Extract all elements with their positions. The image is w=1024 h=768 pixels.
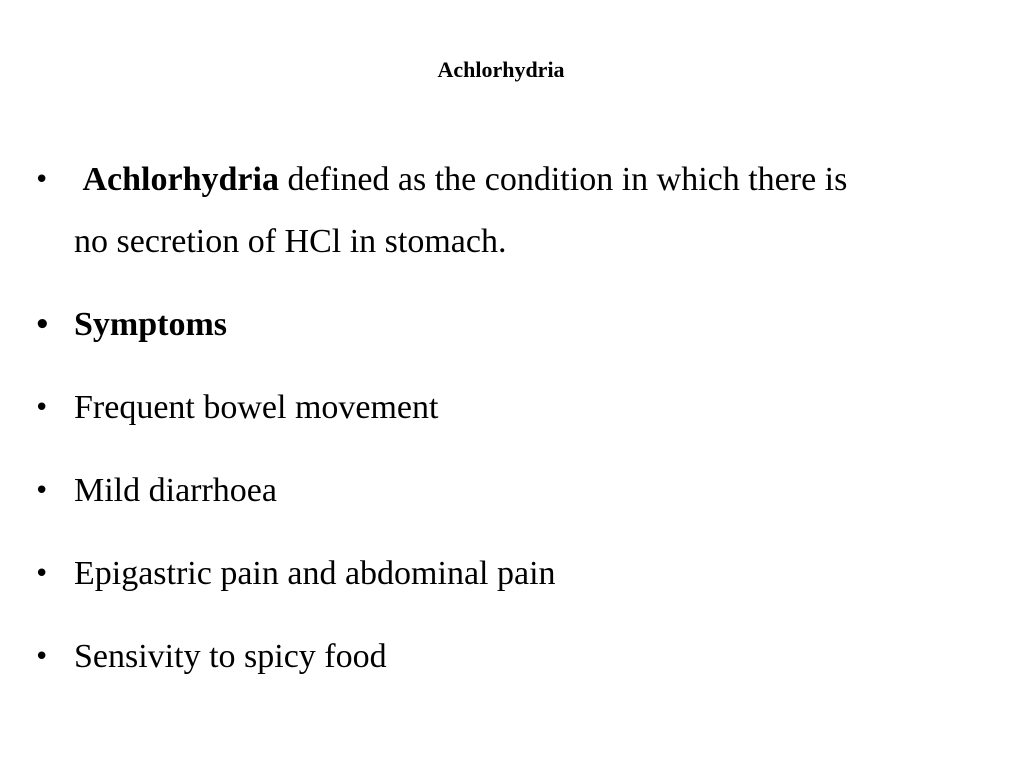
definition-line-1 <box>74 150 994 210</box>
slide-title: Achlorhydria <box>437 57 565 82</box>
definition-text-1: defined as the condition in which there is <box>278 161 848 198</box>
definition-term: Achlorhydria <box>82 161 279 198</box>
bullet-text: Frequent bowel movement <box>74 389 439 426</box>
definition-text-2: no secretion of HCl in stomach. <box>74 223 507 260</box>
bullet-dot-icon: • <box>34 165 50 195</box>
bullet-item-definition <box>34 150 994 262</box>
bullet-dot-icon: • <box>34 559 50 589</box>
bullet-dot-icon: • <box>34 476 50 506</box>
bullet-dot-icon: • <box>34 310 51 340</box>
bullet-text: Sensivity to spicy food <box>74 638 387 675</box>
bullet-dot-icon: • <box>34 642 50 672</box>
bullet-item-symptom <box>34 471 994 511</box>
bullet-dot-icon: • <box>34 393 50 423</box>
bullet-list <box>34 150 994 677</box>
bullet-text: Symptoms <box>74 306 228 343</box>
bullet-text: Mild diarrhoea <box>74 472 277 509</box>
bullet-item-symptom <box>34 637 994 677</box>
bullet-item-symptoms <box>34 305 994 345</box>
bullet-text: Epigastric pain and abdominal pain <box>74 555 556 592</box>
bullet-item-symptom <box>34 388 994 428</box>
bullet-item-symptom <box>34 554 994 594</box>
